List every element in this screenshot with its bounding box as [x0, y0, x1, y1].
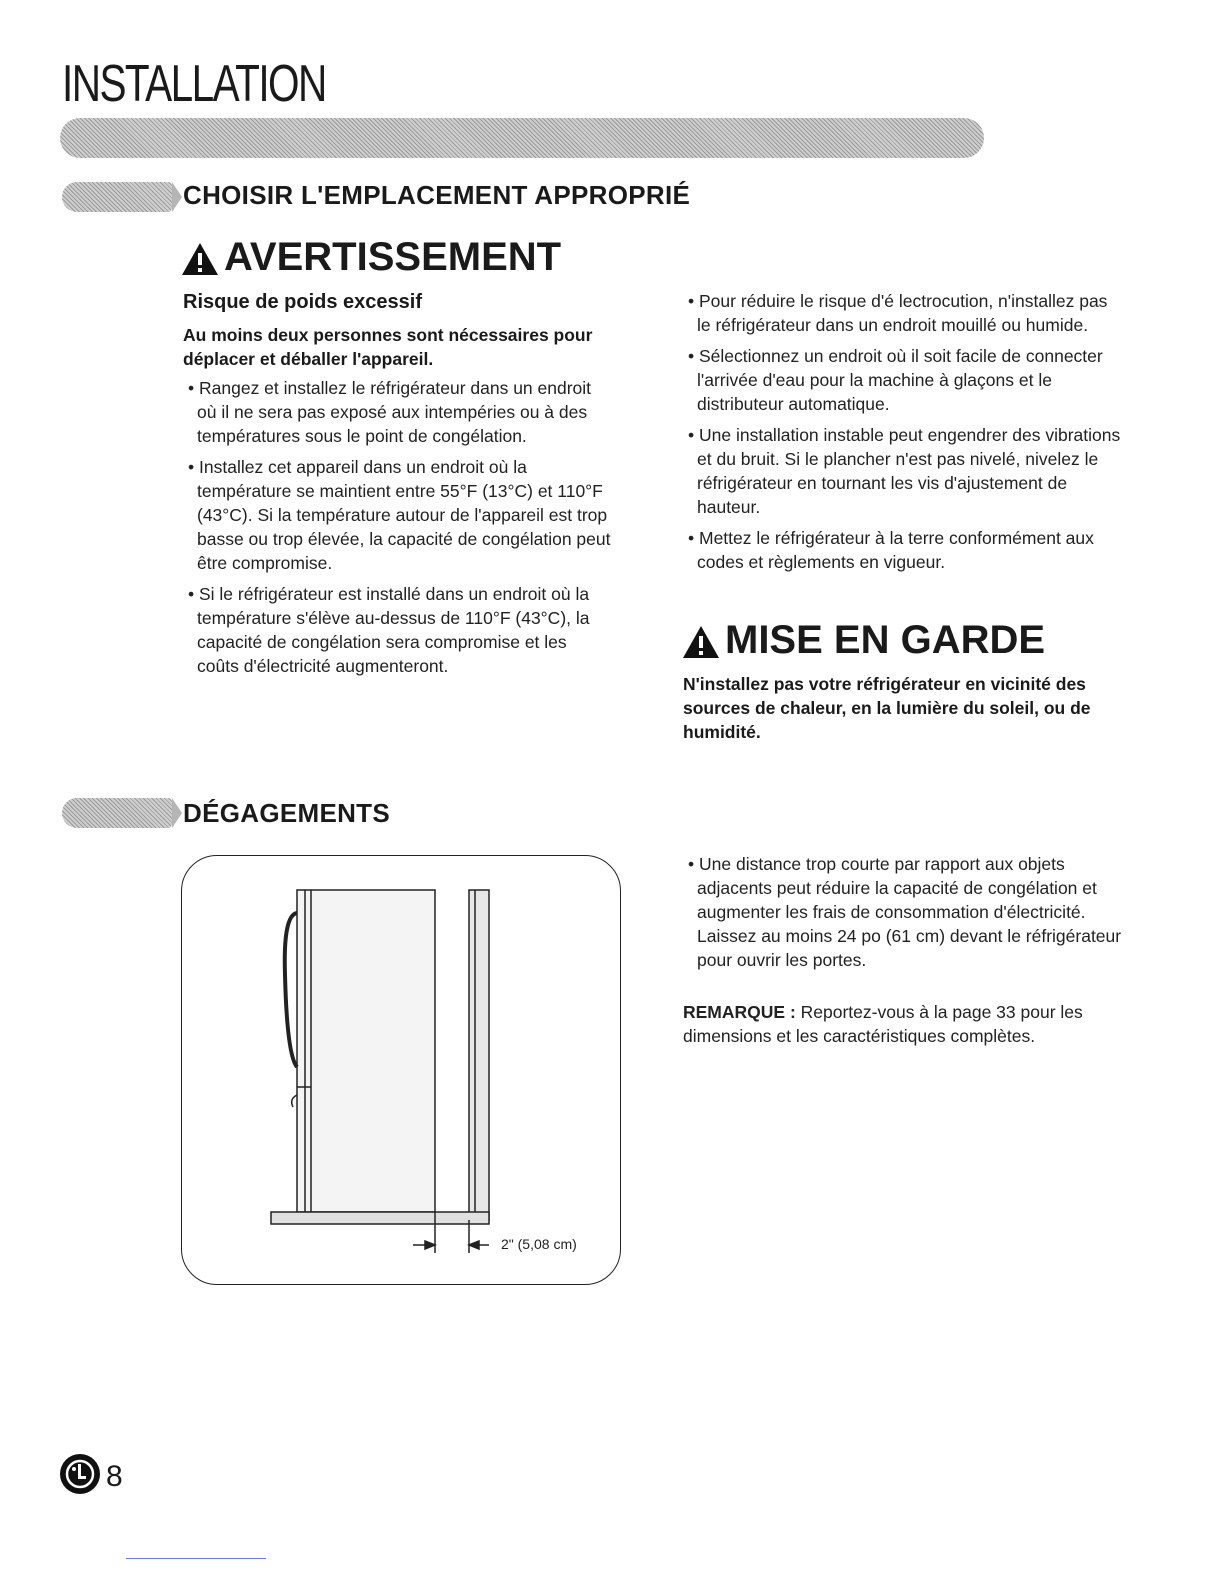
footer-rule — [126, 1558, 266, 1559]
clearance-bullet-list — [683, 852, 1143, 979]
warning-triangle-icon — [180, 241, 220, 277]
warning-bullet-list — [183, 376, 613, 685]
caution-triangle-icon — [681, 624, 721, 660]
warning-intro: Au moins deux personnes sont nécessaires pour déplacer et déballer l'appareil. — [183, 325, 593, 369]
section-marker — [62, 182, 172, 212]
page-number: 8 — [106, 1460, 123, 1493]
clearance-label: 2" (5,08 cm) — [501, 1236, 577, 1252]
page-title: INSTALLATION — [62, 55, 326, 113]
list-item: • Installez cet appareil dans un endroit où la température se maintient entre 55°F (13°C) et 110°F (43°C). Si la température autour de l'appareil est trop basse ou trop élevée, la capacité de congélation peut être compromise. — [183, 455, 613, 575]
warning-subheading: Risque de poids excessif — [183, 291, 422, 313]
note — [683, 1000, 1143, 1048]
section-title-degagements: DÉGAGEMENTS — [183, 798, 390, 828]
location-bullet-list — [683, 289, 1123, 581]
list-item: • Pour réduire le risque d'é lectrocution, n'installez pas le réfrigérateur dans un endroit mouillé ou humide. — [683, 289, 1123, 337]
header-bar — [60, 118, 984, 158]
lg-logo-icon — [58, 1452, 102, 1496]
warning-heading-text: AVERTISSEMENT — [224, 235, 562, 279]
warning-heading — [180, 237, 561, 277]
note-label: REMARQUE : — [683, 1002, 796, 1022]
list-item: • Rangez et installez le réfrigérateur dans un endroit où il ne sera pas exposé aux intempéries ou à des températures sous le point de congélation. — [183, 376, 613, 448]
clearance-bullet-cont: Laissez au moins 24 po (61 cm) devant le réfrigérateur pour ouvrir les portes. — [697, 926, 1122, 970]
note-text: Reportez-vous à la page 33 pour les dimensions et les caractéristiques complètes. — [683, 1002, 1083, 1046]
clearance-diagram — [181, 855, 621, 1285]
list-item: • Mettez le réfrigérateur à la terre conformément aux codes et règlements en vigueur. — [683, 526, 1123, 574]
list-item: • Si le réfrigérateur est installé dans un endroit où la température s'élève au-dessus de 110°F (43°C), la capacité de congélation sera compromise et les coûts d'électricité augmenteront. — [183, 582, 613, 678]
caution-heading — [681, 620, 1045, 660]
caution-text: N'installez pas votre réfrigérateur en vicinité des sources de chaleur, en la lumière du soleil, ou de humidité. — [683, 674, 1091, 742]
section-marker — [62, 798, 172, 828]
caution-heading-text: MISE EN GARDE — [725, 618, 1046, 662]
list-item: • Une installation instable peut engendrer des vibrations et du bruit. Si le plancher n'est pas nivelé, nivelez le réfrigérateur en tournant les vis d'ajustement de hauteur. — [683, 423, 1123, 519]
section-title-emplacement: CHOISIR L'EMPLACEMENT APPROPRIÉ — [183, 180, 691, 210]
list-item — [683, 852, 1143, 972]
clearance-bullet-text: Une distance trop courte par rapport aux objets adjacents peut réduire la capacité de congélation et augmenter les frais de consommation d'électricité. — [697, 854, 1097, 922]
list-item: • Sélectionnez un endroit où il soit facile de connecter l'arrivée d'eau pour la machine à glaçons et le distributeur automatique. — [683, 344, 1123, 416]
